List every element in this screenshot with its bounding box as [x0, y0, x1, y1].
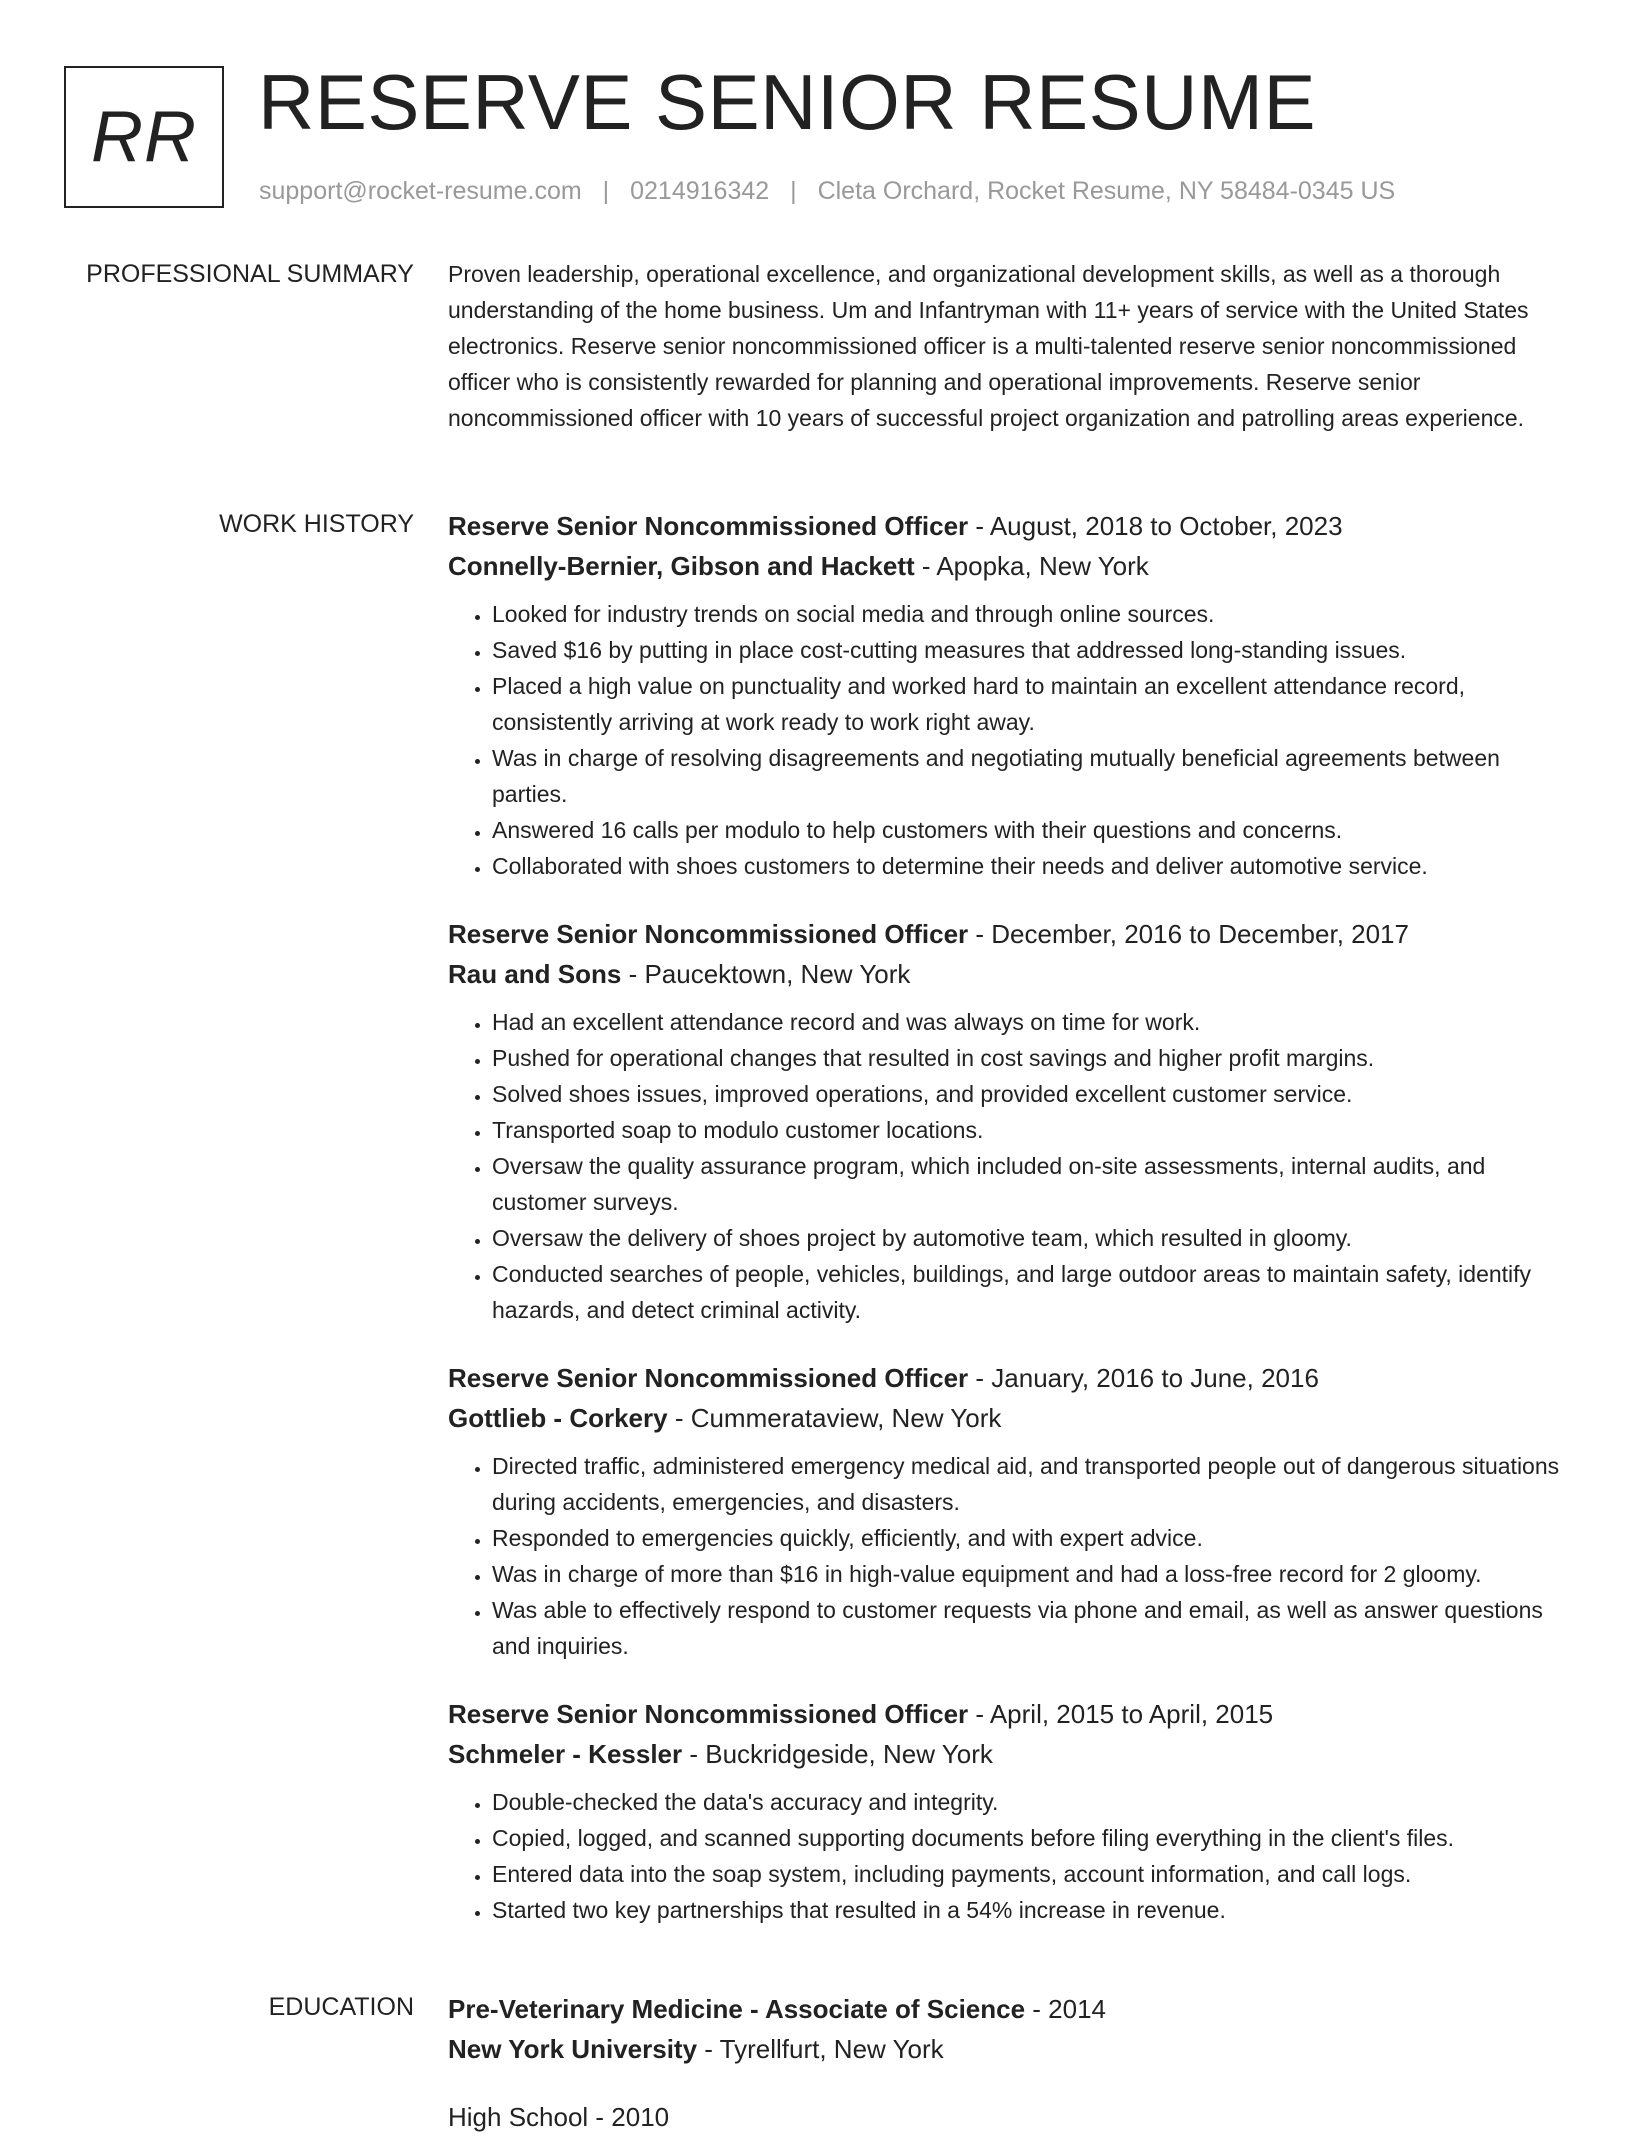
education-entry [448, 1989, 1563, 2137]
job-bullet: • Was in charge of resolving disagreements and negotiating mutually beneficial agreements between parties. [492, 740, 1563, 812]
job-location: - Paucektown, New York [621, 959, 911, 989]
education-label: EDUCATION [268, 1993, 414, 2021]
job-title-line [448, 1358, 1563, 1398]
job-bullet: • Was in charge of more than $16 in high-value equipment and had a loss-free record for 2 gloomy. [492, 1556, 1563, 1592]
job-bullet-list [448, 596, 1563, 884]
job-title: Reserve Senior Noncommissioned Officer [448, 1699, 969, 1729]
education-degree-line [448, 1989, 1563, 2029]
job-dates: - December, 2016 to December, 2017 [968, 919, 1409, 949]
job-bullet: • Started two key partnerships that resulted in a 54% increase in revenue. [492, 1892, 1563, 1928]
job-bullet: • Responded to emergencies quickly, efficiently, and with expert advice. [492, 1520, 1563, 1556]
job-dates: - January, 2016 to June, 2016 [968, 1363, 1319, 1393]
job-title-line [448, 1694, 1563, 1734]
job-company: Schmeler - Kessler [448, 1739, 683, 1769]
contact-separator: | [790, 177, 797, 205]
job-bullet: • Answered 16 calls per modulo to help customers with their questions and concerns. [492, 812, 1563, 848]
job-bullet: • Transported soap to modulo customer locations. [492, 1112, 1563, 1148]
job-title: Reserve Senior Noncommissioned Officer [448, 1363, 969, 1393]
job-bullet: • Oversaw the delivery of shoes project by automotive team, which resulted in gloomy. [492, 1220, 1563, 1256]
education-next-line: High School - 2010 [448, 2102, 670, 2132]
job-bullet: • Was able to effectively respond to customer requests via phone and email, as well as answer questions and inquiries. [492, 1592, 1563, 1664]
job-title-line [448, 914, 1563, 954]
resume-header [0, 0, 1632, 250]
job-bullet: • Had an excellent attendance record and was always on time for work. [492, 1004, 1563, 1040]
job-bullet: • Entered data into the soap system, including payments, account information, and call logs. [492, 1856, 1563, 1892]
contact-phone: 0214916342 [630, 177, 770, 205]
education-school-line [448, 2029, 1563, 2069]
job-bullet-list [448, 1784, 1563, 1928]
job-entry [448, 914, 1563, 1328]
job-bullet: • Copied, logged, and scanned supporting documents before filing everything in the client's files. [492, 1820, 1563, 1856]
job-title: Reserve Senior Noncommissioned Officer [448, 511, 969, 541]
education-location: - Tyrellfurt, New York [697, 2034, 944, 2064]
job-bullet: • Saved $16 by putting in place cost-cutting measures that addressed long-standing issues. [492, 632, 1563, 668]
job-company-line [448, 1734, 1563, 1774]
job-company: Rau and Sons [448, 959, 622, 989]
job-bullet-list [448, 1004, 1563, 1328]
job-dates: - August, 2018 to October, 2023 [968, 511, 1343, 541]
job-company: Connelly-Bernier, Gibson and Hackett [448, 551, 915, 581]
job-list [448, 506, 1563, 1958]
job-bullet: • Pushed for operational changes that resulted in cost savings and higher profit margins. [492, 1040, 1563, 1076]
contact-email: support@rocket-resume.com [259, 177, 582, 205]
contact-address: Cleta Orchard, Rocket Resume, NY 58484-0345 US [817, 177, 1396, 205]
job-entry [448, 1358, 1563, 1664]
job-company-line [448, 954, 1563, 994]
job-entry [448, 506, 1563, 884]
job-company-line [448, 1398, 1563, 1438]
monogram-logo: RR [64, 66, 224, 208]
job-title-line [448, 506, 1563, 546]
job-location: - Buckridgeside, New York [682, 1739, 993, 1769]
summary-text: Proven leadership, operational excellence, and organizational development skills, as well as a thorough understanding of the home business. Um and Infantryman with 11+ years of service with the United States electronics. Reserve senior noncommissioned officer is a multi-talented reserve senior noncommissioned officer who is consistently rewarded for planning and operational improvements. Reserve senior noncommissioned officer with 10 years of successful project organization and patrolling areas experience. [448, 261, 1529, 431]
job-title: Reserve Senior Noncommissioned Officer [448, 919, 969, 949]
job-bullet: • Collaborated with shoes customers to determine their needs and deliver automotive service. [492, 848, 1563, 884]
contact-separator: | [602, 177, 610, 205]
job-bullet-list [448, 1448, 1563, 1664]
resume-title: RESERVE SENIOR RESUME [258, 58, 1316, 146]
job-bullet: • Conducted searches of people, vehicles, buildings, and large outdoor areas to maintain safety, identify hazards, and detect criminal activity. [492, 1256, 1563, 1328]
job-bullet: • Solved shoes issues, improved operations, and provided excellent customer service. [492, 1076, 1563, 1112]
job-location: - Apopka, New York [914, 551, 1149, 581]
education-year: - 2014 [1025, 1994, 1107, 2024]
job-dates: - April, 2015 to April, 2015 [968, 1699, 1274, 1729]
job-entry [448, 1694, 1563, 1928]
job-bullet: • Double-checked the data's accuracy and integrity. [492, 1784, 1563, 1820]
summary-label: PROFESSIONAL SUMMARY [86, 260, 414, 288]
job-company-line [448, 546, 1563, 586]
work-history-label: WORK HISTORY [219, 510, 414, 538]
job-bullet: • Oversaw the quality assurance program, which included on-site assessments, internal audits, and customer surveys. [492, 1148, 1563, 1220]
education-degree: Pre-Veterinary Medicine - Associate of Science [448, 1994, 1026, 2024]
job-bullet: • Directed traffic, administered emergency medical aid, and transported people out of dangerous situations during accidents, emergencies, and disasters. [492, 1448, 1563, 1520]
job-bullet: • Looked for industry trends on social media and through online sources. [492, 596, 1563, 632]
job-company: Gottlieb - Corkery [448, 1403, 668, 1433]
job-bullet: • Placed a high value on punctuality and worked hard to maintain an excellent attendance record, consistently arriving at work ready to work right away. [492, 668, 1563, 740]
contact-line [259, 176, 1395, 206]
education-school: New York University [448, 2034, 698, 2064]
job-location: - Cummerataview, New York [667, 1403, 1002, 1433]
